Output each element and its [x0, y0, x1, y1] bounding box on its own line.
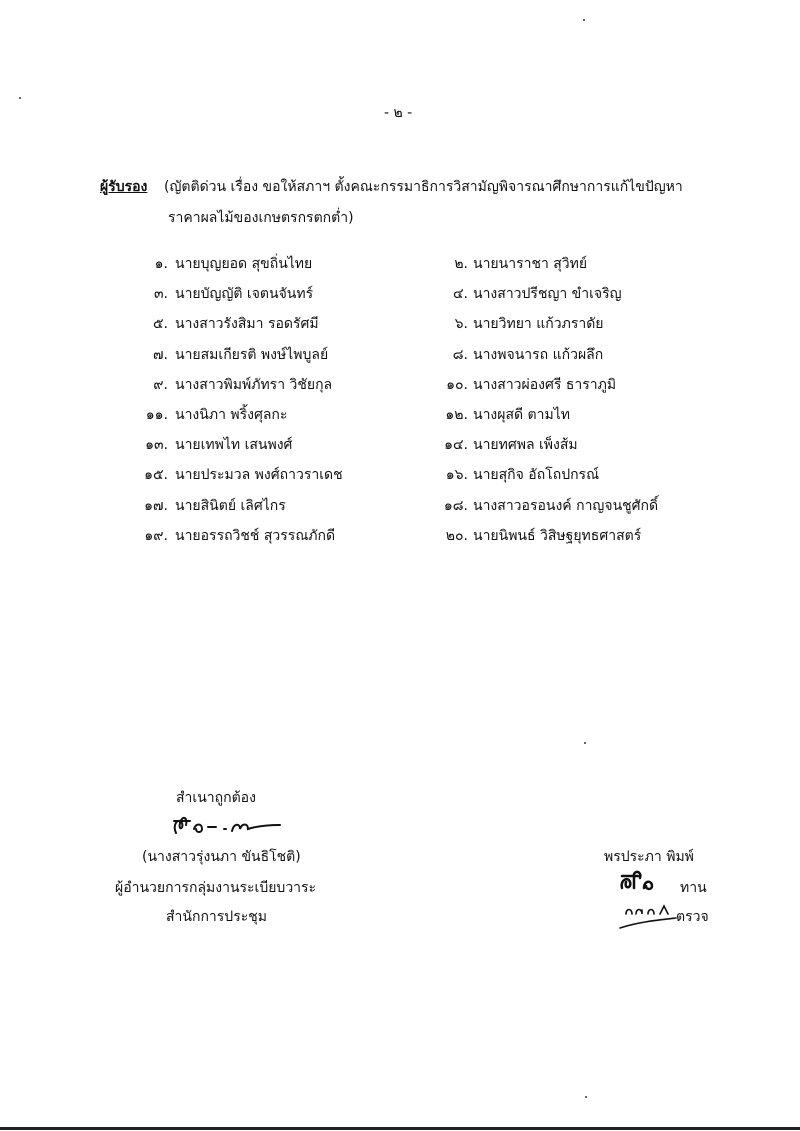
endorser-name: นายสมเกียรติ พงษ์ไพบูลย์	[175, 346, 329, 363]
endorser-number: ๒.	[454, 256, 468, 272]
endorser-name: นายนิพนธ์ วิสิษฐยุทธศาสตร์	[473, 527, 642, 544]
endorser-number: ๔.	[452, 286, 468, 303]
scan-speck	[585, 1096, 587, 1098]
endorser-name: นางสาวพิมพ์ภัทรา วิชัยกุล	[175, 376, 333, 393]
endorser-number: ๘.	[452, 346, 468, 363]
endorser-name: นางสาวผ่องศรี ธาราภูมิ	[473, 376, 617, 393]
office-name: สำนักการประชุม	[166, 909, 267, 925]
endorser-name: นางสาวอรอนงค์ กาญจนชูศักดิ์	[473, 497, 659, 514]
heading-text: (ญัตติด่วน เรื่อง ขอให้สภาฯ ตั้งคณะกรรมาธิการวิสามัญพิจารณาศึกษาการแก้ไขปัญหา	[164, 179, 683, 195]
checked-label: ตรวจ	[676, 909, 709, 925]
signatory-position: ผู้อำนวยการกลุ่มงานระเบียบวาระ	[115, 880, 317, 896]
endorser-name: นายวิทยา แก้วภราดัย	[473, 316, 604, 333]
proofreader-initials	[618, 868, 664, 894]
endorser-name: นางนิภา พริ้งศุลกะ	[175, 407, 288, 423]
scan-speck	[584, 742, 586, 744]
endorser-number: ๒๐.	[445, 527, 468, 544]
endorser-number: ๑๕.	[144, 467, 168, 484]
endorser-name: นายทศพล เพ็งส้ม	[473, 437, 578, 454]
endorser-number: ๑๗.	[144, 497, 168, 514]
heading-continuation: ราคาผลไม้ของเกษตรกรตกต่ำ)	[168, 210, 354, 226]
endorser-number: ๑๓.	[145, 437, 168, 454]
scan-speck	[19, 97, 21, 99]
endorser-name: นางพจนารถ แก้วผลึก	[473, 346, 604, 363]
endorser-number: ๖.	[454, 316, 468, 333]
endorser-number: ๑๑.	[145, 407, 168, 423]
signature-image	[168, 807, 288, 841]
endorser-number: ๗.	[153, 346, 168, 363]
certified-copy-label: สำเนาถูกต้อง	[176, 790, 256, 806]
signatory-name: (นางสาวรุ่งนภา ขันธิโชติ)	[142, 849, 301, 865]
page-number: - ๒ -	[384, 105, 413, 121]
endorser-name: นายนาราชา สุวิทย์	[473, 256, 588, 272]
typist-credit: พรประภา พิมพ์	[604, 849, 694, 865]
endorser-name: นายสินิตย์ เลิศไกร	[175, 497, 286, 514]
heading-label: ผู้รับรอง	[100, 179, 148, 195]
endorser-number: ๑๙.	[144, 527, 168, 544]
endorser-number: ๑๐.	[446, 376, 468, 393]
endorser-name: นางผุสดี ตามไท	[473, 407, 571, 423]
endorser-number: ๕.	[152, 316, 168, 333]
proofread-label: ทาน	[680, 880, 707, 896]
endorser-name: นายเทพไท เสนพงศ์	[175, 437, 293, 454]
endorser-name: นายประมวล พงศ์ถาวราเดช	[175, 467, 343, 484]
checker-initials	[618, 900, 680, 934]
endorser-name: นางสาวปรีชญา ขำเจริญ	[473, 286, 622, 303]
endorser-number: ๑๔.	[444, 437, 468, 454]
endorser-name: นางสาวรังสิมา รอดรัศมี	[175, 316, 319, 333]
endorser-number: ๑.	[154, 256, 168, 272]
endorser-name: นายสุกิจ อัถโถปกรณ์	[473, 467, 600, 484]
endorser-name: นายบุญยอด สุขถิ่นไทย	[175, 256, 313, 272]
endorser-name: นายอรรถวิชช์ สุวรรณภักดี	[175, 527, 336, 544]
scan-speck	[583, 19, 585, 21]
endorser-number: ๑๖.	[445, 467, 468, 484]
endorser-number: ๑๘.	[443, 497, 468, 514]
page-bottom-edge	[0, 1127, 800, 1130]
endorser-name: นายบัญญัติ เจตนจันทร์	[175, 286, 314, 303]
endorser-number: ๓.	[153, 286, 168, 303]
endorser-number: ๙.	[153, 376, 168, 393]
endorser-number: ๑๒.	[445, 407, 468, 423]
